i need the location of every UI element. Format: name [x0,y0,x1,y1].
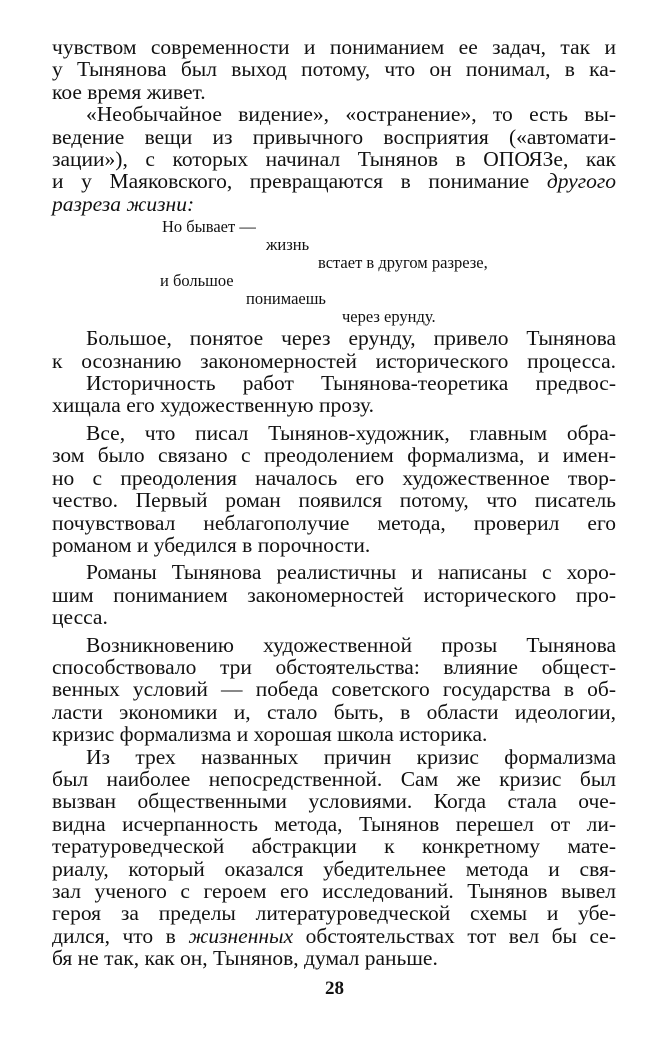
text-line: шим пониманием закономерностей исторического про- [52,582,616,607]
text-line: но с преодоления началось его художественное твор- [52,465,616,490]
text-line: способствовало три обстоятельства: влияние общест- [52,654,616,679]
paragraph-8 [52,746,616,970]
text-line: зал ученого с героем его исследований. Тынянов вывел [52,879,616,903]
text-line: кризис формализма и хорошая школа историка. [52,722,488,747]
italic-text: другого [546,169,616,194]
text-line: Романы Тынянова реалистичны и написаны с хоро- [86,560,616,585]
text-line: кое время живет. [52,79,206,104]
text-line: к осознанию закономерностей исторического процесса. [52,348,616,373]
verse-line: встает в другом разрезе, [318,253,488,273]
italic-text: разреза жизни: [52,191,195,216]
paragraph-7 [52,634,616,746]
text-line: Историчность работ Тынянова-теоретика предвос- [86,371,616,396]
text-line: хищала его художественную прозу. [52,393,374,418]
text-fragment: дился, что в [52,923,176,948]
text-line: Все, что писал Тынянов-художник, главным обра- [86,420,616,445]
text-line: Возникновению художественной прозы Тынянова [86,632,616,657]
paragraph-5 [52,422,616,556]
text-line: бя не так, как он, Тынянов, думал раньше. [52,946,438,971]
text-line: вызван общественными условиями. Когда стала оче- [52,789,616,814]
page-body [52,36,616,970]
text-line: героя за пределы литературоведческой схемы и убе- [52,901,616,926]
verse-line: и большое [160,271,234,291]
paragraph-6 [52,561,616,628]
verse-line: жизнь [266,235,310,255]
text-fragment: обстоятельствах тот вел бы се- [305,923,617,948]
verse-line: Но бывает — [162,217,256,237]
verse-quote [52,215,616,327]
verse-line: через ерунду. [342,307,436,327]
paragraph-1 [52,36,616,103]
text-line: ласти экономики и, стало быть, в области идеологии, [52,699,616,724]
text-line: был наиболее непосредственной. Сам же кризис был [52,766,616,791]
text-line [52,170,616,192]
text-line: ведение вещи из привычного восприятия («автомати- [52,124,616,149]
text-line: чувством современности и пониманием ее задач, так и [52,35,616,59]
text-line: Большое, понятое через ерунду, привело Тынянова [86,326,616,351]
paragraph-3 [52,327,616,372]
text-line: тературоведческой абстракции к конкретному мате- [52,834,616,859]
text-line: зом было связано с преодолением формализма, и имен- [52,443,616,468]
verse-line: понимаешь [246,289,326,309]
text-line: у Тынянова был выход потому, что он понимал, в ка- [52,57,616,82]
text-line: романом и убедился в порочности. [52,532,371,557]
text-line [52,925,616,947]
text-line: чество. Первый роман появился потому, что писатель [52,488,616,513]
page-number: 28 [325,978,344,999]
text-fragment: и у Маяковского, превращаются в понимание [52,169,530,194]
text-line [52,193,616,215]
paragraph-2 [52,103,616,215]
text-line: «Необычайное видение», «остранение», то есть вы- [86,102,616,127]
text-line: почувствовал неблагополучие метода, проверил его [52,510,616,535]
text-line: Из трех названных причин кризис формализма [86,744,616,769]
text-line: цесса. [52,605,108,630]
text-line: зации»), с которых начинал Тынянов в ОПОЯЗе, как [52,147,616,172]
paragraph-4 [52,372,616,417]
text-line: венных условий — победа советского государства в об- [52,677,616,702]
text-line: видна исчерпанность метода, Тынянов перешел от ли- [52,811,616,836]
text-line: риалу, который оказался убедительнее метода и свя- [52,856,616,881]
italic-text: жизненных [188,923,294,948]
